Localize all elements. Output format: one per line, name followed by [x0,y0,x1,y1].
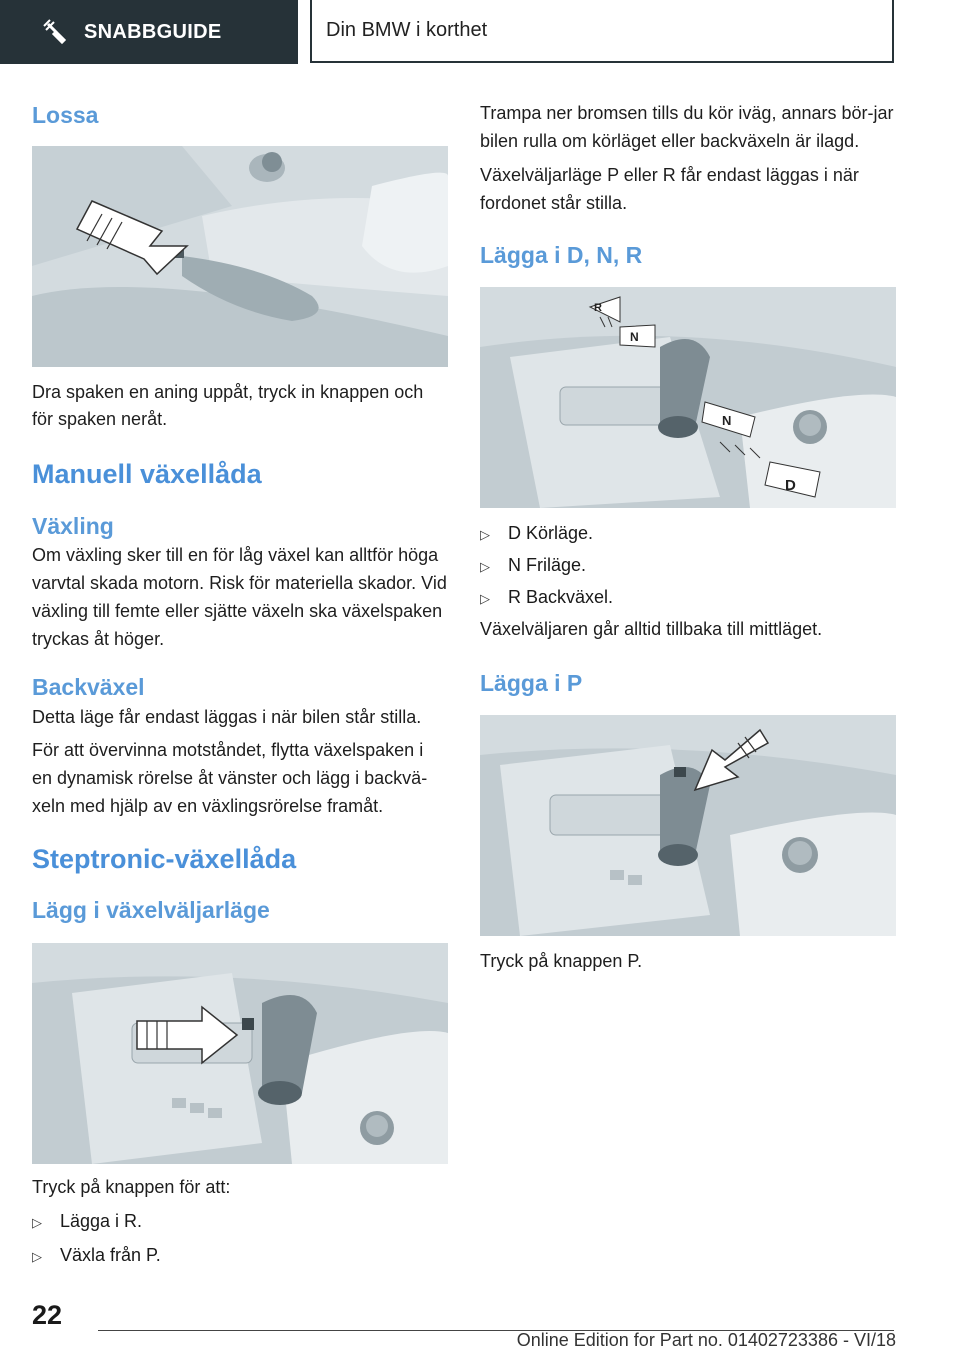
heading-vaxling: Växling [32,512,114,539]
backvaxel-text-1: Detta läge får endast läggas i när bilen står stilla. [32,706,422,727]
bullet-triangle-icon: ▷ [480,527,490,543]
park-button-illustration [480,715,896,936]
bullet-triangle-icon: ▷ [32,1248,42,1264]
heading-manuell: Manuell växellåda [32,459,262,490]
bullet-triangle-icon: ▷ [32,1214,42,1230]
bmw-quick-guide-icon [42,18,70,46]
intro-text-1: Trampa ner bromsen tills du kör iväg, annars bör-jar bilen rulla om körläget eller backväxeln är ilagd. [480,103,894,151]
left-column [32,100,448,1270]
gear-label-n-upper: N [630,330,639,345]
right-column [480,100,896,976]
heading-lossa: Lossa [32,102,99,128]
list-item [32,1208,448,1236]
heading-lagg-i: Lägg i växelväljarläge [32,897,270,924]
list-item [480,552,896,580]
bullet-text: Växla från P. [60,1244,161,1265]
tryck-text: Tryck på knappen för att: [32,1177,231,1198]
bullet-text: D Körläge. [508,523,594,544]
bullet-text: N Friläge. [508,555,587,576]
bullet-text: R Backväxel. [508,586,614,607]
intro-text-2: Växelväljarläge P eller R får endast läggas i när fordonet står stilla. [480,164,859,213]
bullet-text: Lägga i R. [60,1210,143,1231]
gear-label-r: R [594,302,602,315]
heading-steptronic: Steptronic-växellåda [32,844,297,875]
bullet-triangle-icon: ▷ [480,559,490,575]
vaxling-text: Om växling sker till en för låg växel kan alltför höga varvtal skada motorn. Risk för materiella skador. Vid växling till femte eller sjätte växeln ska växelspaken tryckas åt höger. [32,545,447,650]
heading-lagga-i-p: Lägga i P [480,669,583,696]
gear-label-n-lower: N [722,413,732,429]
footer-edition: Online Edition for Part no. 01402723386 - VI/18 [516,1330,896,1350]
list-item [480,584,896,612]
tab-snabbguide[interactable] [0,0,298,64]
gear-label-d: D [785,477,796,495]
page-number: 22 [32,1300,63,1330]
gear-selector-r-illustration [32,943,448,1164]
backvaxel-text-2: För att övervinna motståndet, flytta växelspaken i en dynamisk rörelse åt vänster och lägg i backvä-xeln med hjälp av en växlingsrörelse framåt. [32,740,428,817]
gear-positions-illustration [480,287,896,508]
dnr-text: Växelväljaren går alltid tillbaka till mittläget. [480,618,823,639]
heading-backvaxel: Backväxel [32,673,145,700]
handbrake-illustration [32,146,448,367]
heading-dnr: Lägga i D, N, R [480,241,643,268]
tab-din-bmw[interactable] [310,0,894,63]
bullet-triangle-icon: ▷ [480,590,490,606]
list-item [32,1242,448,1270]
tab-snabbguide-label: SNABBGUIDE [84,20,222,43]
lossa-text: Dra spaken en aning uppåt, tryck in knappen och för spaken neråt. [32,381,424,430]
list-item [480,520,896,548]
section-title: Din BMW i korthet [326,19,488,41]
p-text: Tryck på knappen P. [480,951,643,972]
